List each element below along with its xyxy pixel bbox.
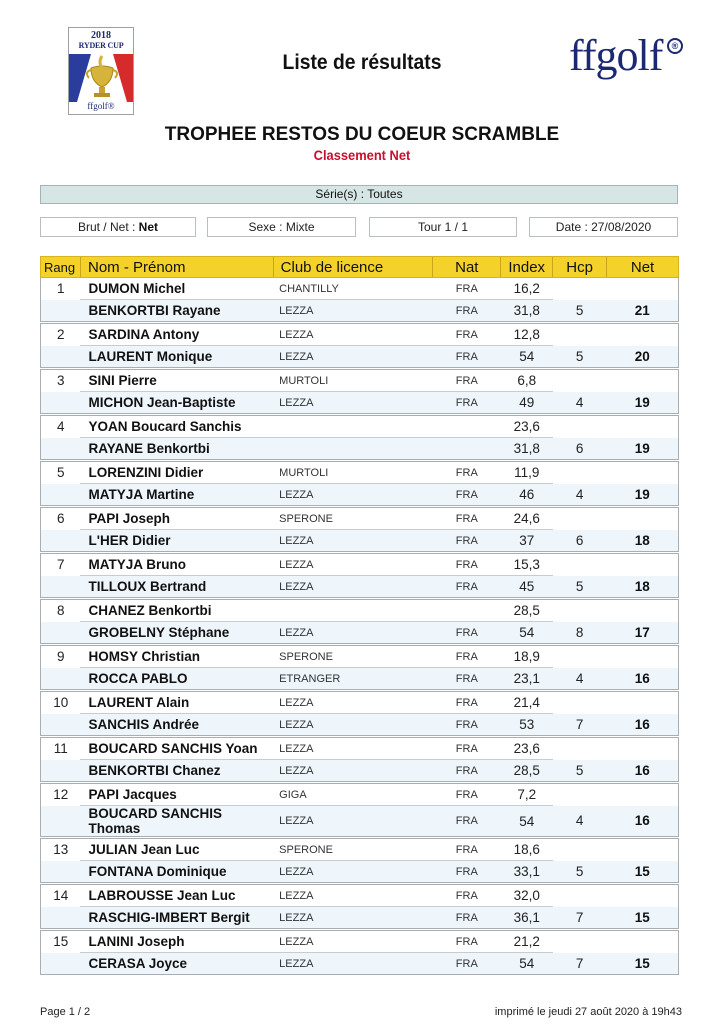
brut-net-value: Net (138, 220, 159, 234)
index-cell: 6,8 (501, 370, 553, 392)
table-row (41, 714, 679, 736)
index-cell: 36,1 (501, 907, 553, 929)
table-row (41, 861, 679, 883)
net-cell (607, 324, 679, 346)
player-name-cell: SARDINA Antony (80, 324, 273, 346)
table-row (41, 953, 679, 975)
rank-cell (41, 714, 81, 736)
sexe-value: Mixte (285, 220, 315, 234)
index-cell: 33,1 (501, 861, 553, 883)
club-cell: SPERONE (273, 646, 433, 668)
rank-cell (41, 668, 81, 690)
table-row (41, 462, 679, 484)
hcp-cell: 4 (553, 392, 607, 414)
net-cell: 20 (607, 346, 679, 368)
club-cell: SPERONE (273, 508, 433, 530)
player-name-cell: GROBELNY Stéphane (80, 622, 273, 644)
player-name-cell: BENKORTBI Rayane (80, 300, 273, 322)
nat-cell: FRA (433, 462, 501, 484)
table-row (41, 508, 679, 530)
net-cell (607, 839, 679, 861)
hcp-cell (553, 885, 607, 907)
index-cell: 18,6 (501, 839, 553, 861)
rank-cell (41, 300, 81, 322)
nat-cell: FRA (433, 646, 501, 668)
player-name-cell: LAURENT Alain (80, 692, 273, 714)
header-nat: Nat (433, 257, 501, 278)
hcp-cell: 6 (553, 438, 607, 460)
index-cell: 37 (501, 530, 553, 552)
nat-cell: FRA (433, 484, 501, 506)
rank-cell: 2 (41, 324, 81, 346)
rank-cell: 13 (41, 839, 81, 861)
player-name-cell: CERASA Joyce (80, 953, 273, 975)
nat-cell: FRA (433, 554, 501, 576)
player-name-cell: PAPI Joseph (80, 508, 273, 530)
index-cell: 54 (501, 953, 553, 975)
table-row (41, 784, 679, 806)
index-cell: 32,0 (501, 885, 553, 907)
nat-cell: FRA (433, 738, 501, 760)
player-name-cell: HOMSY Christian (80, 646, 273, 668)
nat-cell (433, 600, 501, 622)
table-row (41, 692, 679, 714)
table-row (41, 839, 679, 861)
results-body (41, 278, 679, 975)
nat-cell: FRA (433, 346, 501, 368)
index-cell: 23,6 (501, 416, 553, 438)
player-name-cell: SANCHIS Andrée (80, 714, 273, 736)
table-row (41, 622, 679, 644)
player-name-cell: MATYJA Martine (80, 484, 273, 506)
registered-icon: ® (667, 38, 683, 54)
index-cell: 7,2 (501, 784, 553, 806)
hcp-cell: 6 (553, 530, 607, 552)
print-date: imprimé le jeudi 27 août 2020 à 19h43 (494, 1006, 682, 1018)
net-cell (607, 784, 679, 806)
club-cell: LEZZA (273, 953, 433, 975)
hcp-cell: 8 (553, 622, 607, 644)
table-row (41, 576, 679, 598)
club-cell: LEZZA (273, 346, 433, 368)
nat-cell: FRA (433, 508, 501, 530)
index-cell: 54 (501, 622, 553, 644)
net-cell (607, 738, 679, 760)
hcp-cell (553, 600, 607, 622)
index-cell: 11,9 (501, 462, 553, 484)
nat-cell: FRA (433, 370, 501, 392)
header-index: Index (501, 257, 553, 278)
club-cell: LEZZA (273, 530, 433, 552)
player-name-cell: MICHON Jean-Baptiste (80, 392, 273, 414)
rank-cell: 15 (41, 931, 81, 953)
index-cell: 24,6 (501, 508, 553, 530)
index-cell: 54 (501, 346, 553, 368)
hcp-cell: 5 (553, 346, 607, 368)
player-name-cell: RASCHIG-IMBERT Bergit (80, 907, 273, 929)
table-row (41, 907, 679, 929)
club-cell: GIGA (273, 784, 433, 806)
rank-cell: 10 (41, 692, 81, 714)
rank-cell (41, 576, 81, 598)
nat-cell: FRA (433, 530, 501, 552)
net-cell: 18 (607, 530, 679, 552)
net-cell: 19 (607, 484, 679, 506)
club-cell: LEZZA (273, 622, 433, 644)
rank-cell (41, 622, 81, 644)
club-cell: LEZZA (273, 738, 433, 760)
index-cell: 31,8 (501, 438, 553, 460)
player-name-cell: SINI Pierre (80, 370, 273, 392)
ryder-logo-brand: ffgolf® (87, 101, 115, 111)
nat-cell: FRA (433, 668, 501, 690)
nat-cell: FRA (433, 806, 501, 837)
header-hcp: Hcp (553, 257, 607, 278)
rank-cell (41, 953, 81, 975)
tour-box (369, 217, 517, 237)
ryder-logo-name: RYDER CUP (78, 41, 124, 50)
club-cell: LEZZA (273, 931, 433, 953)
net-cell: 16 (607, 714, 679, 736)
club-cell: LEZZA (273, 714, 433, 736)
hcp-cell: 4 (553, 484, 607, 506)
club-cell: LEZZA (273, 907, 433, 929)
ryder-logo-year: 2018 (91, 30, 111, 41)
player-name-cell: BOUCARD SANCHIS Yoan (80, 738, 273, 760)
rank-cell: 1 (41, 278, 81, 300)
rank-cell: 11 (41, 738, 81, 760)
rank-cell (41, 346, 81, 368)
club-cell: LEZZA (273, 392, 433, 414)
club-cell: LEZZA (273, 324, 433, 346)
event-title: TROPHEE RESTOS DU COEUR SCRAMBLE (164, 124, 560, 145)
hcp-cell (553, 370, 607, 392)
player-name-cell: L'HER Didier (80, 530, 273, 552)
ffgolf-logo: ffgolf (569, 31, 663, 80)
rank-cell (41, 530, 81, 552)
player-name-cell: DUMON Michel (80, 278, 273, 300)
table-row (41, 370, 679, 392)
table-row (41, 278, 679, 300)
hcp-cell: 4 (553, 668, 607, 690)
club-cell (273, 438, 433, 460)
net-cell (607, 600, 679, 622)
net-cell: 21 (607, 300, 679, 322)
hcp-cell (553, 462, 607, 484)
table-row (41, 600, 679, 622)
club-cell: ETRANGER (273, 668, 433, 690)
player-name-cell: PAPI Jacques (80, 784, 273, 806)
player-name-cell: ROCCA PABLO (80, 668, 273, 690)
nat-cell: FRA (433, 692, 501, 714)
player-name-cell: RAYANE Benkortbi (80, 438, 273, 460)
player-name-cell: TILLOUX Bertrand (80, 576, 273, 598)
sexe-box (207, 217, 356, 237)
header-nom: Nom - Prénom (80, 257, 273, 278)
nat-cell: FRA (433, 278, 501, 300)
hcp-cell (553, 646, 607, 668)
nat-cell: FRA (433, 839, 501, 861)
rank-cell: 4 (41, 416, 81, 438)
index-cell: 46 (501, 484, 553, 506)
table-row (41, 931, 679, 953)
rank-cell (41, 484, 81, 506)
table-row (41, 806, 679, 837)
table-row (41, 484, 679, 506)
club-cell: LEZZA (273, 692, 433, 714)
club-cell: LEZZA (273, 760, 433, 782)
table-row (41, 392, 679, 414)
hcp-cell: 7 (553, 714, 607, 736)
nat-cell: FRA (433, 576, 501, 598)
club-cell: LEZZA (273, 861, 433, 883)
table-row (41, 530, 679, 552)
hcp-cell (553, 738, 607, 760)
tour-value: Tour 1 / 1 (417, 220, 469, 234)
hcp-cell (553, 692, 607, 714)
club-cell: MURTOLI (273, 462, 433, 484)
index-cell: 16,2 (501, 278, 553, 300)
table-row (41, 554, 679, 576)
nat-cell: FRA (433, 324, 501, 346)
sexe-label: Sexe : (248, 220, 283, 234)
player-name-cell: MATYJA Bruno (80, 554, 273, 576)
net-cell (607, 692, 679, 714)
table-header-row (41, 257, 679, 278)
hcp-cell (553, 784, 607, 806)
results-table (40, 256, 679, 975)
hcp-cell: 5 (553, 300, 607, 322)
player-name-cell: JULIAN Jean Luc (80, 839, 273, 861)
club-cell: LEZZA (273, 576, 433, 598)
club-cell (273, 600, 433, 622)
index-cell: 23,6 (501, 738, 553, 760)
player-name-cell: YOAN Boucard Sanchis (80, 416, 273, 438)
hcp-cell (553, 508, 607, 530)
index-cell: 54 (501, 806, 553, 837)
rank-cell: 7 (41, 554, 81, 576)
player-name-cell: BENKORTBI Chanez (80, 760, 273, 782)
table-row (41, 668, 679, 690)
table-row (41, 416, 679, 438)
nat-cell: FRA (433, 300, 501, 322)
index-cell: 49 (501, 392, 553, 414)
table-row (41, 646, 679, 668)
club-cell: LEZZA (273, 806, 433, 837)
hcp-cell: 7 (553, 953, 607, 975)
rank-cell: 5 (41, 462, 81, 484)
net-cell (607, 885, 679, 907)
hcp-cell (553, 278, 607, 300)
header-net: Net (607, 257, 679, 278)
club-cell: MURTOLI (273, 370, 433, 392)
header-rang: Rang (41, 257, 81, 278)
nat-cell: FRA (433, 622, 501, 644)
hcp-cell: 5 (553, 861, 607, 883)
rank-cell: 9 (41, 646, 81, 668)
index-cell: 23,1 (501, 668, 553, 690)
hcp-cell: 5 (553, 760, 607, 782)
series-bar: Série(s) : Toutes (40, 185, 678, 204)
net-cell: 15 (607, 861, 679, 883)
index-cell: 18,9 (501, 646, 553, 668)
index-cell: 45 (501, 576, 553, 598)
club-cell: LEZZA (273, 885, 433, 907)
index-cell: 28,5 (501, 600, 553, 622)
rank-cell: 6 (41, 508, 81, 530)
net-cell: 18 (607, 576, 679, 598)
nat-cell: FRA (433, 760, 501, 782)
header-club: Club de licence (273, 257, 433, 278)
net-cell (607, 462, 679, 484)
club-cell: LEZZA (273, 554, 433, 576)
index-cell: 21,4 (501, 692, 553, 714)
rank-cell: 3 (41, 370, 81, 392)
nat-cell (433, 438, 501, 460)
player-name-cell: LAURENT Monique (80, 346, 273, 368)
hcp-cell (553, 931, 607, 953)
player-name-cell: LABROUSSE Jean Luc (80, 885, 273, 907)
net-cell (607, 931, 679, 953)
document-title: Liste de résultats (282, 51, 442, 74)
date-box (529, 217, 678, 237)
nat-cell: FRA (433, 953, 501, 975)
table-row (41, 738, 679, 760)
date-value: Date : 27/08/2020 (555, 220, 652, 234)
player-name-cell: FONTANA Dominique (80, 861, 273, 883)
net-cell: 19 (607, 438, 679, 460)
nat-cell: FRA (433, 861, 501, 883)
nat-cell: FRA (433, 784, 501, 806)
net-cell: 15 (607, 953, 679, 975)
rank-cell (41, 392, 81, 414)
index-cell: 53 (501, 714, 553, 736)
player-name-cell: BOUCARD SANCHIS Thomas (80, 806, 273, 837)
hcp-cell (553, 324, 607, 346)
net-cell (607, 646, 679, 668)
rank-cell (41, 438, 81, 460)
club-cell: CHANTILLY (273, 278, 433, 300)
rank-cell (41, 806, 81, 837)
event-subtitle: Classement Net (313, 147, 411, 163)
net-cell: 17 (607, 622, 679, 644)
nat-cell (433, 416, 501, 438)
club-cell: SPERONE (273, 839, 433, 861)
club-cell: LEZZA (273, 484, 433, 506)
net-cell: 15 (607, 907, 679, 929)
net-cell (607, 416, 679, 438)
rank-cell: 14 (41, 885, 81, 907)
rank-cell: 12 (41, 784, 81, 806)
player-name-cell: LANINI Joseph (80, 931, 273, 953)
page-number: Page 1 / 2 (40, 1006, 91, 1018)
club-cell (273, 416, 433, 438)
net-cell (607, 554, 679, 576)
index-cell: 12,8 (501, 324, 553, 346)
nat-cell: FRA (433, 392, 501, 414)
brut-net-box (40, 217, 196, 237)
net-cell: 19 (607, 392, 679, 414)
table-row (41, 324, 679, 346)
hcp-cell: 5 (553, 576, 607, 598)
hcp-cell (553, 839, 607, 861)
index-cell: 31,8 (501, 300, 553, 322)
net-cell (607, 370, 679, 392)
hcp-cell: 7 (553, 907, 607, 929)
index-cell: 28,5 (501, 760, 553, 782)
net-cell: 16 (607, 668, 679, 690)
table-row (41, 438, 679, 460)
hcp-cell: 4 (553, 806, 607, 837)
index-cell: 21,2 (501, 931, 553, 953)
nat-cell: FRA (433, 714, 501, 736)
club-cell: LEZZA (273, 300, 433, 322)
nat-cell: FRA (433, 931, 501, 953)
rank-cell (41, 907, 81, 929)
table-row (41, 346, 679, 368)
hcp-cell (553, 416, 607, 438)
index-cell: 15,3 (501, 554, 553, 576)
net-cell (607, 278, 679, 300)
table-row (41, 885, 679, 907)
table-row (41, 300, 679, 322)
rank-cell (41, 760, 81, 782)
hcp-cell (553, 554, 607, 576)
player-name-cell: LORENZINI Didier (80, 462, 273, 484)
player-name-cell: CHANEZ Benkortbi (80, 600, 273, 622)
rank-cell (41, 861, 81, 883)
net-cell: 16 (607, 806, 679, 837)
nat-cell: FRA (433, 885, 501, 907)
net-cell (607, 508, 679, 530)
rank-cell: 8 (41, 600, 81, 622)
nat-cell: FRA (433, 907, 501, 929)
net-cell: 16 (607, 760, 679, 782)
table-row (41, 760, 679, 782)
brut-net-label: Brut / Net : (77, 220, 136, 234)
